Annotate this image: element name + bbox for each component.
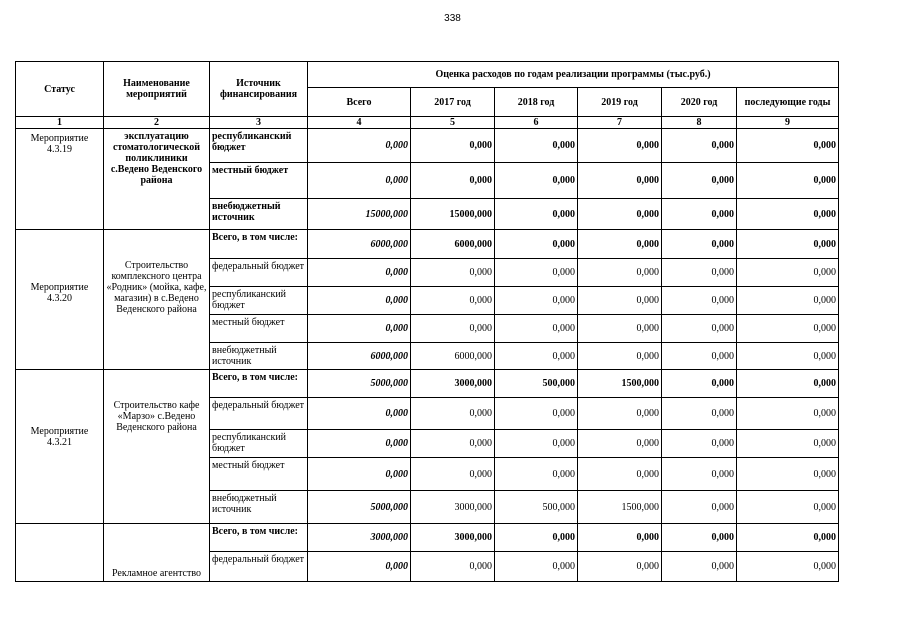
- value-2017: 3000,000: [411, 524, 495, 552]
- value-2020: 0,000: [662, 491, 737, 524]
- value-total: 0,000: [308, 458, 411, 491]
- value-2017: 3000,000: [411, 491, 495, 524]
- value-2017: 0,000: [411, 259, 495, 287]
- value-2018: 0,000: [495, 315, 578, 343]
- name-cell: Рекламное агентство: [104, 524, 210, 582]
- value-2017: 0,000: [411, 458, 495, 491]
- value-2019: 0,000: [578, 199, 662, 230]
- value-later: 0,000: [737, 343, 839, 370]
- header-name: Наименование мероприятий: [104, 62, 210, 117]
- col-number: 6: [495, 117, 578, 129]
- value-2018: 0,000: [495, 552, 578, 582]
- value-later: 0,000: [737, 199, 839, 230]
- value-later: 0,000: [737, 552, 839, 582]
- page-number: 338: [444, 13, 461, 24]
- table-row: [16, 230, 839, 259]
- source-cell: республиканский бюджет: [210, 287, 308, 315]
- value-total: 6000,000: [308, 343, 411, 370]
- budget-table-container: [15, 61, 839, 591]
- value-2020: 0,000: [662, 458, 737, 491]
- name-cell: Строительство комплексного центра «Родник» (мойка, кафе, магазин) в с.Ведено Веденского района: [104, 230, 210, 370]
- value-2018: 500,000: [495, 491, 578, 524]
- header-source: Источник финансирования: [210, 62, 308, 117]
- source-cell: федеральный бюджет: [210, 398, 308, 430]
- value-2018: 0,000: [495, 129, 578, 163]
- value-2017: 3000,000: [411, 370, 495, 398]
- status-cell: [16, 524, 104, 582]
- name-cell: эксплуатацию стоматологической поликлиники с.Ведено Веденского района: [104, 129, 210, 230]
- header-year-2019: 2019 год: [578, 88, 662, 117]
- value-later: 0,000: [737, 491, 839, 524]
- value-2019: 0,000: [578, 343, 662, 370]
- value-total: 5000,000: [308, 370, 411, 398]
- value-total: 5000,000: [308, 491, 411, 524]
- source-cell: республиканский бюджет: [210, 430, 308, 458]
- source-cell: внебюджетный источник: [210, 199, 308, 230]
- value-later: 0,000: [737, 315, 839, 343]
- value-2020: 0,000: [662, 199, 737, 230]
- value-2017: 0,000: [411, 287, 495, 315]
- status-cell: Мероприятие 4.3.20: [16, 230, 104, 370]
- value-2017: 15000,000: [411, 199, 495, 230]
- name-cell: Строительство кафе «Марзо» с.Ведено Веденского района: [104, 370, 210, 524]
- header-year-2020: 2020 год: [662, 88, 737, 117]
- status-cell: Мероприятие 4.3.19: [16, 129, 104, 230]
- value-2019: 0,000: [578, 398, 662, 430]
- value-2019: 1500,000: [578, 370, 662, 398]
- table-row: [16, 129, 839, 163]
- value-2017: 0,000: [411, 430, 495, 458]
- col-number: 7: [578, 117, 662, 129]
- value-total: 3000,000: [308, 524, 411, 552]
- budget-table: [15, 61, 839, 582]
- value-2020: 0,000: [662, 370, 737, 398]
- value-2020: 0,000: [662, 230, 737, 259]
- value-total: 15000,000: [308, 199, 411, 230]
- col-number: 2: [104, 117, 210, 129]
- value-2019: 0,000: [578, 163, 662, 199]
- value-2018: 0,000: [495, 199, 578, 230]
- value-2020: 0,000: [662, 129, 737, 163]
- value-later: 0,000: [737, 259, 839, 287]
- source-cell: местный бюджет: [210, 458, 308, 491]
- column-numbers-row: [16, 117, 839, 129]
- value-total: 0,000: [308, 259, 411, 287]
- value-total: 0,000: [308, 315, 411, 343]
- col-number: 8: [662, 117, 737, 129]
- value-2018: 0,000: [495, 343, 578, 370]
- value-2019: 0,000: [578, 430, 662, 458]
- value-2017: 0,000: [411, 129, 495, 163]
- value-2018: 0,000: [495, 398, 578, 430]
- value-2017: 6000,000: [411, 343, 495, 370]
- value-2018: 0,000: [495, 287, 578, 315]
- source-cell: федеральный бюджет: [210, 552, 308, 582]
- source-cell: внебюджетный источник: [210, 343, 308, 370]
- col-number: 1: [16, 117, 104, 129]
- source-cell: Всего, в том числе:: [210, 230, 308, 259]
- value-2019: 1500,000: [578, 491, 662, 524]
- source-cell: местный бюджет: [210, 163, 308, 199]
- value-total: 6000,000: [308, 230, 411, 259]
- col-number: 9: [737, 117, 839, 129]
- value-later: 0,000: [737, 370, 839, 398]
- value-later: 0,000: [737, 524, 839, 552]
- table-row: [16, 370, 839, 398]
- value-2018: 0,000: [495, 163, 578, 199]
- value-2017: 0,000: [411, 163, 495, 199]
- col-number: 4: [308, 117, 411, 129]
- value-2019: 0,000: [578, 259, 662, 287]
- value-later: 0,000: [737, 129, 839, 163]
- value-2020: 0,000: [662, 343, 737, 370]
- value-2020: 0,000: [662, 163, 737, 199]
- header-status: Статус: [16, 62, 104, 117]
- value-2020: 0,000: [662, 398, 737, 430]
- value-2019: 0,000: [578, 458, 662, 491]
- value-2020: 0,000: [662, 524, 737, 552]
- value-later: 0,000: [737, 430, 839, 458]
- source-cell: Всего, в том числе:: [210, 524, 308, 552]
- value-2018: 0,000: [495, 230, 578, 259]
- value-total: 0,000: [308, 287, 411, 315]
- value-total: 0,000: [308, 552, 411, 582]
- header-year-2018: 2018 год: [495, 88, 578, 117]
- value-2018: 0,000: [495, 259, 578, 287]
- value-total: 0,000: [308, 129, 411, 163]
- value-2019: 0,000: [578, 129, 662, 163]
- source-cell: внебюджетный источник: [210, 491, 308, 524]
- value-2017: 0,000: [411, 398, 495, 430]
- source-cell: местный бюджет: [210, 315, 308, 343]
- value-2018: 0,000: [495, 430, 578, 458]
- value-2017: 6000,000: [411, 230, 495, 259]
- value-2020: 0,000: [662, 430, 737, 458]
- value-2019: 0,000: [578, 552, 662, 582]
- value-2018: 0,000: [495, 458, 578, 491]
- value-2019: 0,000: [578, 287, 662, 315]
- source-cell: Всего, в том числе:: [210, 370, 308, 398]
- status-cell: Мероприятие 4.3.21: [16, 370, 104, 524]
- value-total: 0,000: [308, 398, 411, 430]
- value-2019: 0,000: [578, 230, 662, 259]
- value-2017: 0,000: [411, 552, 495, 582]
- header-year-later: последующие годы: [737, 88, 839, 117]
- value-later: 0,000: [737, 398, 839, 430]
- value-2020: 0,000: [662, 287, 737, 315]
- header-estimate: Оценка расходов по годам реализации программы (тыс.руб.): [308, 62, 839, 88]
- value-2020: 0,000: [662, 259, 737, 287]
- value-later: 0,000: [737, 230, 839, 259]
- header-year-total: Всего: [308, 88, 411, 117]
- value-2019: 0,000: [578, 524, 662, 552]
- col-number: 3: [210, 117, 308, 129]
- header-year-2017: 2017 год: [411, 88, 495, 117]
- col-number: 5: [411, 117, 495, 129]
- value-2020: 0,000: [662, 552, 737, 582]
- source-cell: федеральный бюджет: [210, 259, 308, 287]
- value-2020: 0,000: [662, 315, 737, 343]
- value-later: 0,000: [737, 458, 839, 491]
- value-total: 0,000: [308, 430, 411, 458]
- value-2018: 500,000: [495, 370, 578, 398]
- value-2019: 0,000: [578, 315, 662, 343]
- value-2017: 0,000: [411, 315, 495, 343]
- value-later: 0,000: [737, 287, 839, 315]
- table-row: [16, 524, 839, 552]
- value-total: 0,000: [308, 163, 411, 199]
- value-later: 0,000: [737, 163, 839, 199]
- source-cell: республиканский бюджет: [210, 129, 308, 163]
- value-2018: 0,000: [495, 524, 578, 552]
